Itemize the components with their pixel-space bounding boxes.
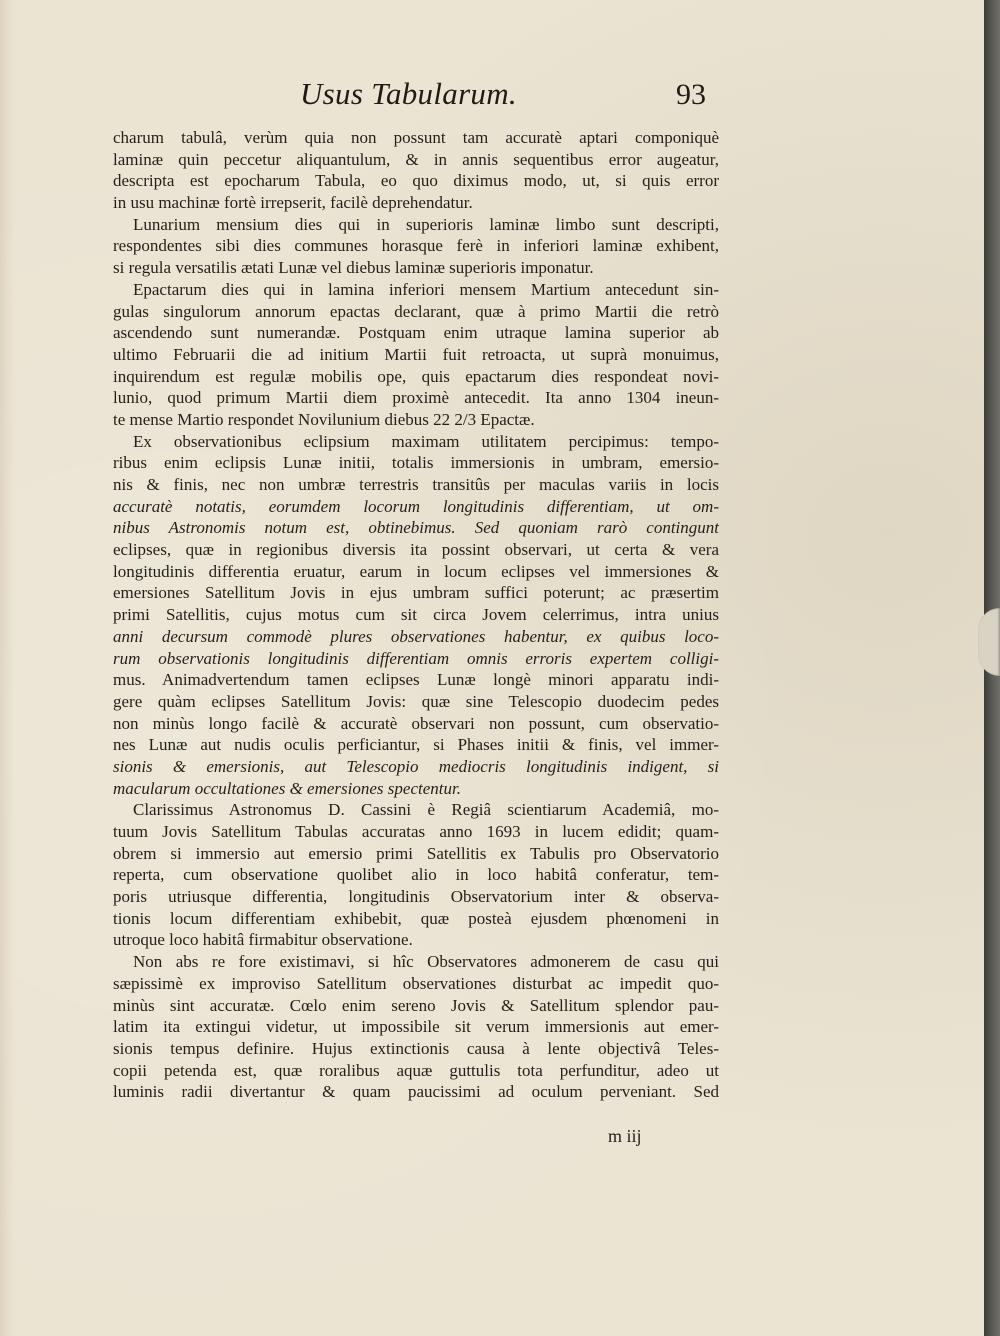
catchword-signature: m iij (608, 1126, 642, 1146)
text-line: poris utriusque differentia, longitudinis Observatorium inter & observa- (113, 887, 719, 907)
text-line: nibus Astronomis notum est, obtinebimus. Sed quoniam rarò contingunt (113, 518, 719, 538)
text-line: Non abs re fore existimavi, si hîc Observatores admonerem de casu qui (133, 952, 719, 972)
text-line: accuratè notatis, eorumdem locorum longitudinis differentiam, ut om- (113, 496, 719, 516)
text-line: Clarissimus Astronomus D. Cassini è Regiâ scientiarum Academiâ, mo- (133, 800, 719, 820)
text-line: emersiones Satellitum Jovis in ejus umbram suffici poterunt; ac præsertim (113, 583, 719, 603)
page-clip-tab (978, 608, 1000, 676)
text-line: latim ita extingui videtur, ut impossibile sit verum immersionis aut emer- (113, 1017, 719, 1037)
text-line: obrem si immersio aut emersio primi Satellitis ex Tabulis pro Observatorio (113, 843, 719, 863)
page-number: 93 (676, 78, 706, 111)
text-line: respondentes sibi dies communes horasque ferè in inferiori laminæ exhibent, (113, 236, 719, 256)
text-line: macularum occultationes & emersiones spectentur. (113, 778, 461, 798)
text-line: gulas singulorum annorum epactas declarant, quæ à primo Martii die retrò (113, 301, 719, 321)
text-line: inquirendum est regulæ mobilis ope, quis epactarum dies respondeat novi- (113, 366, 719, 386)
text-line: tionis locum differentiam exhibebit, quæ posteà ejusdem phœnomeni in (113, 908, 719, 928)
text-line: si regula versatilis ætati Lunæ vel diebus laminæ superioris imponatur. (113, 258, 594, 278)
text-line: sæpissimè ex improviso Satellitum observationes disturbat ac impedit quo- (113, 973, 719, 993)
text-line: minùs sint accuratæ. Cœlo enim sereno Jovis & Satellitum splendor pau- (113, 995, 719, 1015)
text-line: ultimo Februarii die ad initium Martii fuit retroacta, ut suprà monuimus, (113, 344, 719, 364)
text-line: eclipses, quæ in regionibus diversis ita possint observari, ut certa & vera (113, 540, 719, 560)
text-line: ascendendo sunt numerandæ. Postquam enim utraque lamina superior ab (113, 323, 719, 343)
text-line: sionis tempus definire. Hujus extinctionis causa à lente objectivâ Teles- (113, 1038, 719, 1058)
text-line: reperta, cum observatione quolibet alio in loco habitâ conferatur, tem- (113, 865, 719, 885)
text-line: descripta est epocharum Tabula, eo quo diximus modo, ut, si quis error (113, 171, 719, 191)
text-line: te mense Martio respondet Novilunium diebus 22 2/3 Epactæ. (113, 409, 535, 429)
text-line: nes Lunæ aut nudis oculis perficiantur, si Phases initii & finis, vel immer- (113, 735, 719, 755)
running-title: Usus Tabularum. (300, 76, 517, 111)
text-line: primi Satellitis, cujus motus cum sit circa Jovem celerrimus, intra unius (113, 605, 719, 625)
text-line: nis & finis, nec non umbræ terrestris transitûs per maculas variis in locis (113, 475, 719, 494)
text-line: anni decursum commodè plures observationes habentur, ex quibus loco- (113, 626, 719, 646)
text-line: gere quàm eclipses Satellitum Jovis: quæ sine Telescopio duodecim pedes (113, 691, 719, 711)
text-line: Ex observationibus eclipsium maximam utilitatem percipimus: tempo- (133, 431, 719, 451)
text-line: mus. Animadvertendum tamen eclipses Lunæ longè minori apparatu indi- (113, 670, 719, 690)
text-line: laminæ quin peccetur aliquantulum, & in annis sequentibus error augeatur, (113, 149, 719, 169)
body-text (113, 127, 719, 1103)
text-line: ribus enim eclipsis Lunæ initii, totalis immersionis in umbram, emersio- (113, 453, 719, 473)
text-line: non minùs longo facilè & accuratè observari non possunt, cum observatio- (113, 713, 719, 733)
text-line: tuum Jovis Satellitum Tabulas accuratas anno 1693 in lucem edidit; quam- (113, 822, 719, 841)
text-line: utroque loco habitâ firmabitur observatione. (113, 930, 413, 950)
text-line: lunio, quod primum Martii diem proximè antecedit. Ita anno 1304 ineun- (113, 388, 719, 408)
text-line: sionis & emersionis, aut Telescopio mediocris longitudinis indigent, si (113, 756, 719, 776)
text-line: Epactarum dies qui in lamina inferiori mensem Martium antecedunt sin- (133, 279, 719, 299)
text-line: charum tabulâ, verùm quia non possunt tam accuratè aptari componiquè (113, 128, 719, 147)
text-line: copii petenda est, quæ roralibus aquæ guttulis tota perfunditur, adeo ut (113, 1060, 719, 1080)
text-line: Lunarium mensium dies qui in superioris laminæ limbo sunt descripti, (133, 214, 719, 234)
text-line: in usu machinæ fortè irrepserit, facilè deprehendatur. (113, 193, 473, 213)
text-line: longitudinis differentia eruatur, earum in locum eclipses vel immersiones & (113, 561, 719, 581)
text-line: rum observationis longitudinis differentiam omnis erroris expertem colligi- (113, 648, 719, 668)
text-line: luminis radii divertantur & quam paucissimi ad oculum perveniant. Sed (113, 1082, 719, 1102)
